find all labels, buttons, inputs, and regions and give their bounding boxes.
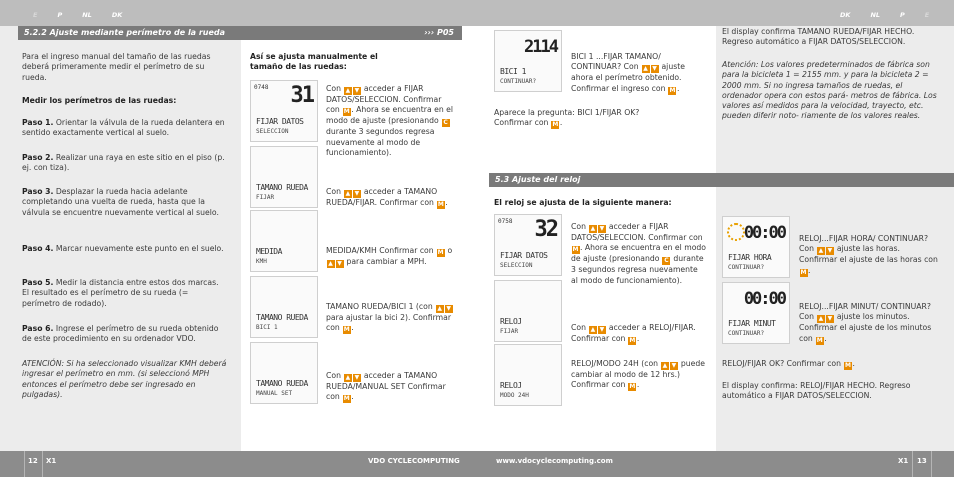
mode-key-icon: M bbox=[343, 395, 350, 403]
arrow-down-key-icon: ▼ bbox=[354, 190, 360, 197]
mid-step-1: Con ▲ ▼ acceder a FIJAR DATOS/SELECCION. Confirmar con M . Ahora se encuentra en el modo de ajuste (presionando C durante 3 segundos regresa nuevamente al modo de funcionamiento). bbox=[326, 84, 454, 157]
lcd-display: MEDIDA KMH bbox=[250, 210, 318, 272]
arrow-up-key-icon: ▲ bbox=[643, 65, 648, 73]
section-header-5-2-2 bbox=[18, 26, 462, 40]
mode-key-icon: M bbox=[800, 268, 807, 276]
clock-step-3: RELOJ/MODO 24H (con ▲ ▼ puede cambiar al modo de 12 hrs.) Confirmar con M . bbox=[571, 359, 706, 391]
lang-tab: E bbox=[33, 11, 38, 19]
mode-key-icon: M bbox=[572, 246, 579, 254]
arrow-up-key-icon: ▲ bbox=[345, 87, 351, 94]
lcd-display: TAMANO RUEDA FIJAR bbox=[250, 146, 318, 208]
clock-step-2: Con ▲ ▼ acceder a RELOJ/FIJAR. Confirmar con M . bbox=[571, 323, 696, 344]
arrow-down-key-icon: ▼ bbox=[446, 305, 451, 312]
clock-ok: RELOJ/FIJAR OK? Confirmar con M . bbox=[722, 359, 855, 369]
section-title: 5.2.2 Ajuste mediante perímetro de la rueda bbox=[24, 28, 226, 37]
lang-tab: P bbox=[900, 11, 905, 19]
step-2: Paso 2. Realizar una raya en este sitio en el piso (p. ej. con tiza). bbox=[22, 153, 225, 173]
arrow-up-key-icon: ▲ bbox=[590, 225, 596, 232]
arrow-down-key-icon: ▼ bbox=[337, 260, 342, 267]
clock-heading: El reloj se ajusta de la siguiente manera: bbox=[494, 198, 672, 207]
mode-key-icon: M bbox=[669, 86, 676, 94]
model-left: X1 bbox=[46, 457, 57, 465]
lang-tab: DK bbox=[840, 11, 851, 19]
arrow-up-key-icon: ▲ bbox=[328, 260, 333, 267]
arrow-down-key-icon: ▼ bbox=[827, 247, 833, 255]
bici-confirm: Aparece la pregunta: BICI 1/FIJAR OK? Confirmar con M . bbox=[494, 108, 640, 129]
mode-key-icon: M bbox=[343, 326, 350, 334]
lcd-display: 0748 31 FIJAR DATOS SELECCION bbox=[250, 80, 318, 142]
brand: VDO CYCLECOMPUTING bbox=[368, 457, 460, 465]
bici-step: BICI 1 ...FIJAR TAMANO/ CONTINUAR? Con ▲ ▼ ajuste ahora el perímetro obtenido. Confirmar el ingreso con M . bbox=[571, 52, 685, 94]
mode-key-icon: M bbox=[437, 249, 444, 256]
lcd-display: RELOJ MODO 24H bbox=[494, 344, 562, 406]
manual-heading: Así se ajusta manualmente el tamaño de las ruedas: bbox=[250, 52, 378, 72]
measure-heading: Medir los perímetros de las ruedas: bbox=[22, 96, 177, 105]
mode-key-icon: M bbox=[816, 336, 823, 344]
step-4: Paso 4. Marcar nuevamente este punto en el suelo. bbox=[22, 244, 224, 253]
arrow-up-key-icon: ▲ bbox=[345, 190, 351, 197]
page-number-right: 13 bbox=[917, 457, 927, 465]
sun-icon bbox=[727, 223, 745, 241]
arrow-down-key-icon: ▼ bbox=[354, 87, 360, 94]
arrow-down-key-icon: ▼ bbox=[599, 225, 605, 232]
mode-key-icon: M bbox=[343, 108, 350, 116]
arrow-up-key-icon: ▲ bbox=[345, 374, 351, 381]
intro-text: Para el ingreso manual del tamaño de las ruedas deberá primeramente medir el perímetro de su rueda. bbox=[22, 52, 211, 82]
section-ref: ››› P05 bbox=[424, 28, 454, 37]
step-5: Paso 5. Medir la distancia entre estos dos marcas. El resultado es el perímetro de su rueda (= perímetro de rodado). bbox=[22, 278, 219, 308]
lcd-display: TAMANO RUEDA MANUAL SET bbox=[250, 342, 318, 404]
lang-tab: NL bbox=[870, 11, 881, 19]
arrow-up-key-icon: ▲ bbox=[437, 305, 442, 312]
lang-tabs-right bbox=[840, 11, 949, 19]
wheel-confirm: El display confirma TAMANO RUEDA/FIJAR HECHO. Regreso automático a FIJAR DATOS/SELECCION. bbox=[722, 27, 915, 47]
mode-key-icon: M bbox=[844, 362, 851, 369]
mode-key-icon: M bbox=[629, 337, 636, 344]
arrow-down-key-icon: ▼ bbox=[599, 326, 605, 333]
mid-step-4: TAMANO RUEDA/BICI 1 (con ▲ ▼ para ajustar la bici 2). Confirmar con M . bbox=[326, 302, 452, 334]
model-right: X1 bbox=[898, 457, 909, 465]
arrow-down-key-icon: ▼ bbox=[652, 65, 657, 73]
clock-hours-step: RELOJ...FIJAR HORA/ CONTINUAR? Con ▲ ▼ ajuste las horas. Confirmar el ajuste de las horas con M . bbox=[799, 234, 938, 276]
footer bbox=[0, 451, 954, 477]
mode-key-icon: M bbox=[552, 121, 559, 129]
clock-step-1: Con ▲ ▼ acceder a FIJAR DATOS/SELECCION. Confirmar con M . Ahora se encuentra en el modo de ajuste (presionando C durante 3 segundos regresa nuevamente al modo de funcionamiento). bbox=[571, 222, 706, 285]
arrow-up-key-icon: ▲ bbox=[590, 326, 596, 333]
lcd-display: RELOJ FIJAR bbox=[494, 280, 562, 342]
lang-tabs-left bbox=[33, 11, 142, 19]
step-1: Paso 1. Orientar la válvula de la rueda delantera en sentido exactamente vertical al suelo. bbox=[22, 118, 225, 138]
lcd-display: TAMANO RUEDA BICI 1 bbox=[250, 276, 318, 338]
section-header-5-3 bbox=[489, 173, 954, 187]
arrow-down-key-icon: ▼ bbox=[827, 315, 833, 323]
clock-confirm: El display confirma: RELOJ/FIJAR HECHO. Regreso automático a FIJAR DATOS/SELECCION. bbox=[722, 381, 911, 401]
clear-key-icon: C bbox=[664, 257, 669, 265]
mode-key-icon: M bbox=[437, 201, 444, 208]
lcd-display: 00:00 FIJAR MINUT CONTINUAR? bbox=[722, 282, 790, 344]
arrow-down-key-icon: ▼ bbox=[671, 362, 677, 369]
page-number-left: 12 bbox=[28, 457, 38, 465]
arrow-up-key-icon: ▲ bbox=[662, 362, 668, 369]
top-bar bbox=[0, 0, 954, 26]
attention-right: Atención: Los valores predeterminados de fábrica son para la bicicleta 1 = 2155 mm. y para la bicicleta 2 = 2000 mm. Si no ingresa tamaños de ruedas, el ordenador opera con estos pará- metros de fábrica. Los valores así medidos para la velocidad, trayecto, etc. pueden diferir noto- riamente de los valores reales. bbox=[722, 60, 937, 121]
arrow-down-key-icon: ▼ bbox=[354, 374, 360, 381]
attention-left: ATENCIÓN: Si ha seleccionado visualizar KMH deberá ingresar el perímetro en mm. (si seleccionó MPH entonces el perímetro debe ser ingresado en pulgadas). bbox=[22, 359, 227, 399]
lcd-display: 2114 BICI 1 CONTINUAR? bbox=[494, 30, 562, 92]
clear-key-icon: C bbox=[443, 119, 448, 127]
lang-tab: P bbox=[57, 11, 63, 19]
mid-step-5: Con ▲ ▼ acceder a TAMANO RUEDA/MANUAL SET Confirmar con M . bbox=[326, 371, 446, 403]
clock-minutes-step: RELOJ...FIJAR MINUT/ CONTINUAR? Con ▲ ▼ ajuste los minutos. Confirmar el ajuste de los minutos con M . bbox=[799, 302, 932, 344]
lcd-display: 00:00 FIJAR HORA CONTINUAR? bbox=[722, 216, 790, 278]
arrow-up-key-icon: ▲ bbox=[818, 247, 824, 255]
mode-key-icon: M bbox=[629, 383, 636, 391]
website-link[interactable]: www.vdocyclecomputing.com bbox=[496, 457, 613, 465]
lcd-display: 0758 32 FIJAR DATOS SELECCION bbox=[494, 214, 562, 276]
arrow-up-key-icon: ▲ bbox=[818, 315, 824, 323]
section-title: 5.3 Ajuste del reloj bbox=[495, 175, 581, 184]
step-3: Paso 3. Desplazar la rueda hacia adelante completando una vuelta de rueda, hasta que la válvula se encuentre nuevamente vertical al suelo. bbox=[22, 187, 219, 217]
lang-tab: DK bbox=[111, 11, 123, 19]
lang-tab: E bbox=[924, 11, 930, 19]
lang-tab: NL bbox=[82, 11, 92, 19]
step-6: Paso 6. Ingrese el perímetro de su rueda obtenido de este procedimiento en su ordenador VDO. bbox=[22, 324, 219, 344]
mid-step-3: MEDIDA/KMH Confirmar con M o ▲ ▼ para cambiar a MPH. bbox=[326, 246, 453, 267]
mid-step-2: Con ▲ ▼ acceder a TAMANO RUEDA/FIJAR. Confirmar con M . bbox=[326, 187, 448, 208]
